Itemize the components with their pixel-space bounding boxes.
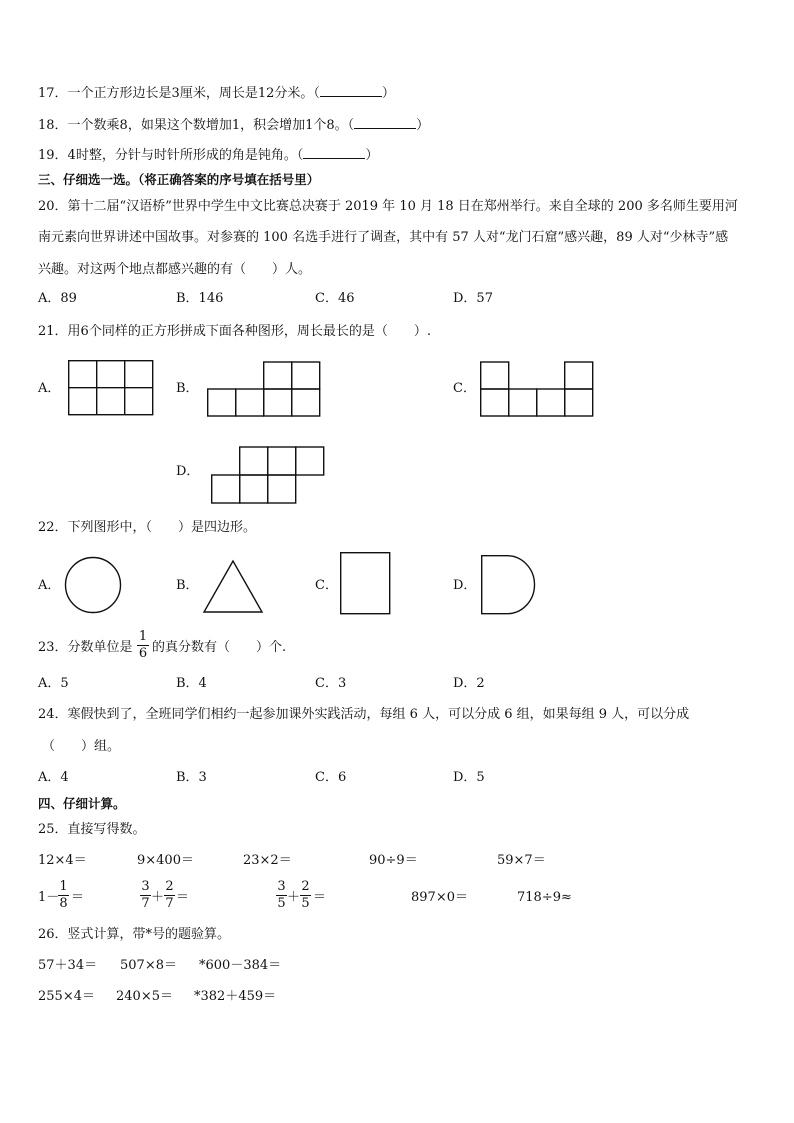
option-c-label[interactable]: C． bbox=[453, 381, 476, 396]
calc-item: 12×4＝ bbox=[38, 853, 87, 868]
answer-blank[interactable] bbox=[320, 84, 382, 97]
option-a-label[interactable]: A． bbox=[38, 578, 61, 593]
shape-b-grid bbox=[207, 361, 321, 417]
calc-item: 1－ bbox=[38, 890, 60, 905]
question-24-line-1: 24．寒假快到了，全班同学们相约一起参加课外实践活动，每组 6 人，可以分成 6 组，如果每组 9 人，可以分成 bbox=[38, 707, 690, 722]
calc-item: 718÷9≈ bbox=[517, 890, 572, 905]
option-a[interactable]: A．89 bbox=[38, 291, 77, 306]
calc-item: 897×0＝ bbox=[411, 890, 468, 905]
triangle-shape bbox=[203, 560, 263, 614]
option-a-label[interactable]: A． bbox=[38, 381, 61, 396]
question-19-text: 19．4时整，分针与时针所形成的角是钝角。（ bbox=[38, 148, 304, 163]
option-c[interactable]: C．46 bbox=[315, 291, 355, 306]
calc-item: 255×4＝ bbox=[38, 989, 95, 1004]
question-25-stem: 25．直接写得数。 bbox=[38, 822, 146, 837]
calc-item: *600－384＝ bbox=[199, 958, 282, 973]
question-17: 17．一个正方形边长是3厘米，周长是12分米。（ ） bbox=[38, 86, 395, 101]
option-c[interactable]: C．3 bbox=[315, 676, 347, 691]
section-heading-3: 三、仔细选一选。（将正确答案的序号填在括号里） bbox=[38, 172, 320, 187]
calc-item: 59×7＝ bbox=[497, 853, 546, 868]
semicircle-rect-shape bbox=[481, 555, 537, 615]
calc-item: *382＋459＝ bbox=[194, 989, 277, 1004]
circle-shape bbox=[64, 556, 122, 614]
option-b[interactable]: B．3 bbox=[176, 770, 207, 785]
option-c[interactable]: C．6 bbox=[315, 770, 347, 785]
question-23-post: 的真分数有（ ）个. bbox=[152, 640, 287, 655]
shape-d-grid bbox=[211, 446, 327, 504]
fraction-one-sixth: 1 6 bbox=[138, 629, 148, 661]
fraction: 2 5 bbox=[301, 879, 310, 911]
question-18-text: 18．一个数乘8，如果这个数增加1，积会增加1个8。（ bbox=[38, 118, 355, 133]
question-24-line-2: （ ）组。 bbox=[42, 739, 121, 754]
calc-item: 507×8＝ bbox=[120, 958, 177, 973]
calc-item: 9×400＝ bbox=[137, 853, 194, 868]
question-20-line-2: 南元素向世界讲述中国故事。对参赛的 100 名选手进行了调查，其中有 57 人对“龙门石窟”感兴趣，89 人对“少林寺”感 bbox=[38, 230, 729, 245]
section-heading-4: 四、仔细计算。 bbox=[38, 796, 126, 811]
calc-item: 240×5＝ bbox=[116, 989, 173, 1004]
option-d-label[interactable]: D． bbox=[453, 578, 477, 593]
option-b[interactable]: B．146 bbox=[176, 291, 224, 306]
option-d-label[interactable]: D． bbox=[176, 464, 200, 479]
option-a[interactable]: A．4 bbox=[38, 770, 69, 785]
option-c-label[interactable]: C． bbox=[315, 578, 338, 593]
option-b[interactable]: B．4 bbox=[176, 676, 207, 691]
option-b-label[interactable]: B． bbox=[176, 578, 199, 593]
calc-item: 57＋34＝ bbox=[38, 958, 98, 973]
question-20-line-1: 20．第十二届“汉语桥”世界中学生中文比赛总决赛于 2019 年 10 月 18 日在郑州举行。来自全球的 200 多名师生要用河 bbox=[38, 199, 738, 214]
rectangle-shape bbox=[340, 552, 392, 616]
question-26-stem: 26．竖式计算，带*号的题验算。 bbox=[38, 927, 231, 942]
question-20-line-3: 兴趣。对这两个地点都感兴趣的有（ ）人。 bbox=[38, 262, 312, 277]
question-18: 18．一个数乘8，如果这个数增加1，积会增加1个8。（ ） bbox=[38, 118, 430, 133]
calc-item: 90÷9＝ bbox=[369, 853, 418, 868]
fraction: 2 7 bbox=[165, 879, 174, 911]
option-d[interactable]: D．5 bbox=[453, 770, 485, 785]
option-a[interactable]: A．5 bbox=[38, 676, 69, 691]
fraction: 3 7 bbox=[141, 879, 150, 911]
option-d[interactable]: D．57 bbox=[453, 291, 493, 306]
option-d[interactable]: D．2 bbox=[453, 676, 485, 691]
calc-item: 23×2＝ bbox=[243, 853, 292, 868]
question-23-pre: 23．分数单位是 bbox=[38, 640, 133, 655]
shape-a-grid bbox=[68, 360, 154, 416]
answer-blank[interactable] bbox=[303, 146, 365, 159]
question-22-stem: 22．下列图形中，（ ）是四边形。 bbox=[38, 520, 257, 535]
answer-blank[interactable] bbox=[354, 116, 416, 129]
option-b-label[interactable]: B． bbox=[176, 381, 199, 396]
fraction: 3 5 bbox=[277, 879, 286, 911]
question-17-text: 17．一个正方形边长是3厘米，周长是12分米。（ bbox=[38, 86, 320, 101]
shape-c-grid bbox=[480, 361, 594, 417]
question-19: 19．4时整，分针与时针所形成的角是钝角。（ ） bbox=[38, 148, 379, 163]
fraction: 1 8 bbox=[59, 879, 68, 911]
question-21-stem: 21．用6个同样的正方形拼成下面各种图形，周长最长的是（ ）. bbox=[38, 324, 431, 339]
